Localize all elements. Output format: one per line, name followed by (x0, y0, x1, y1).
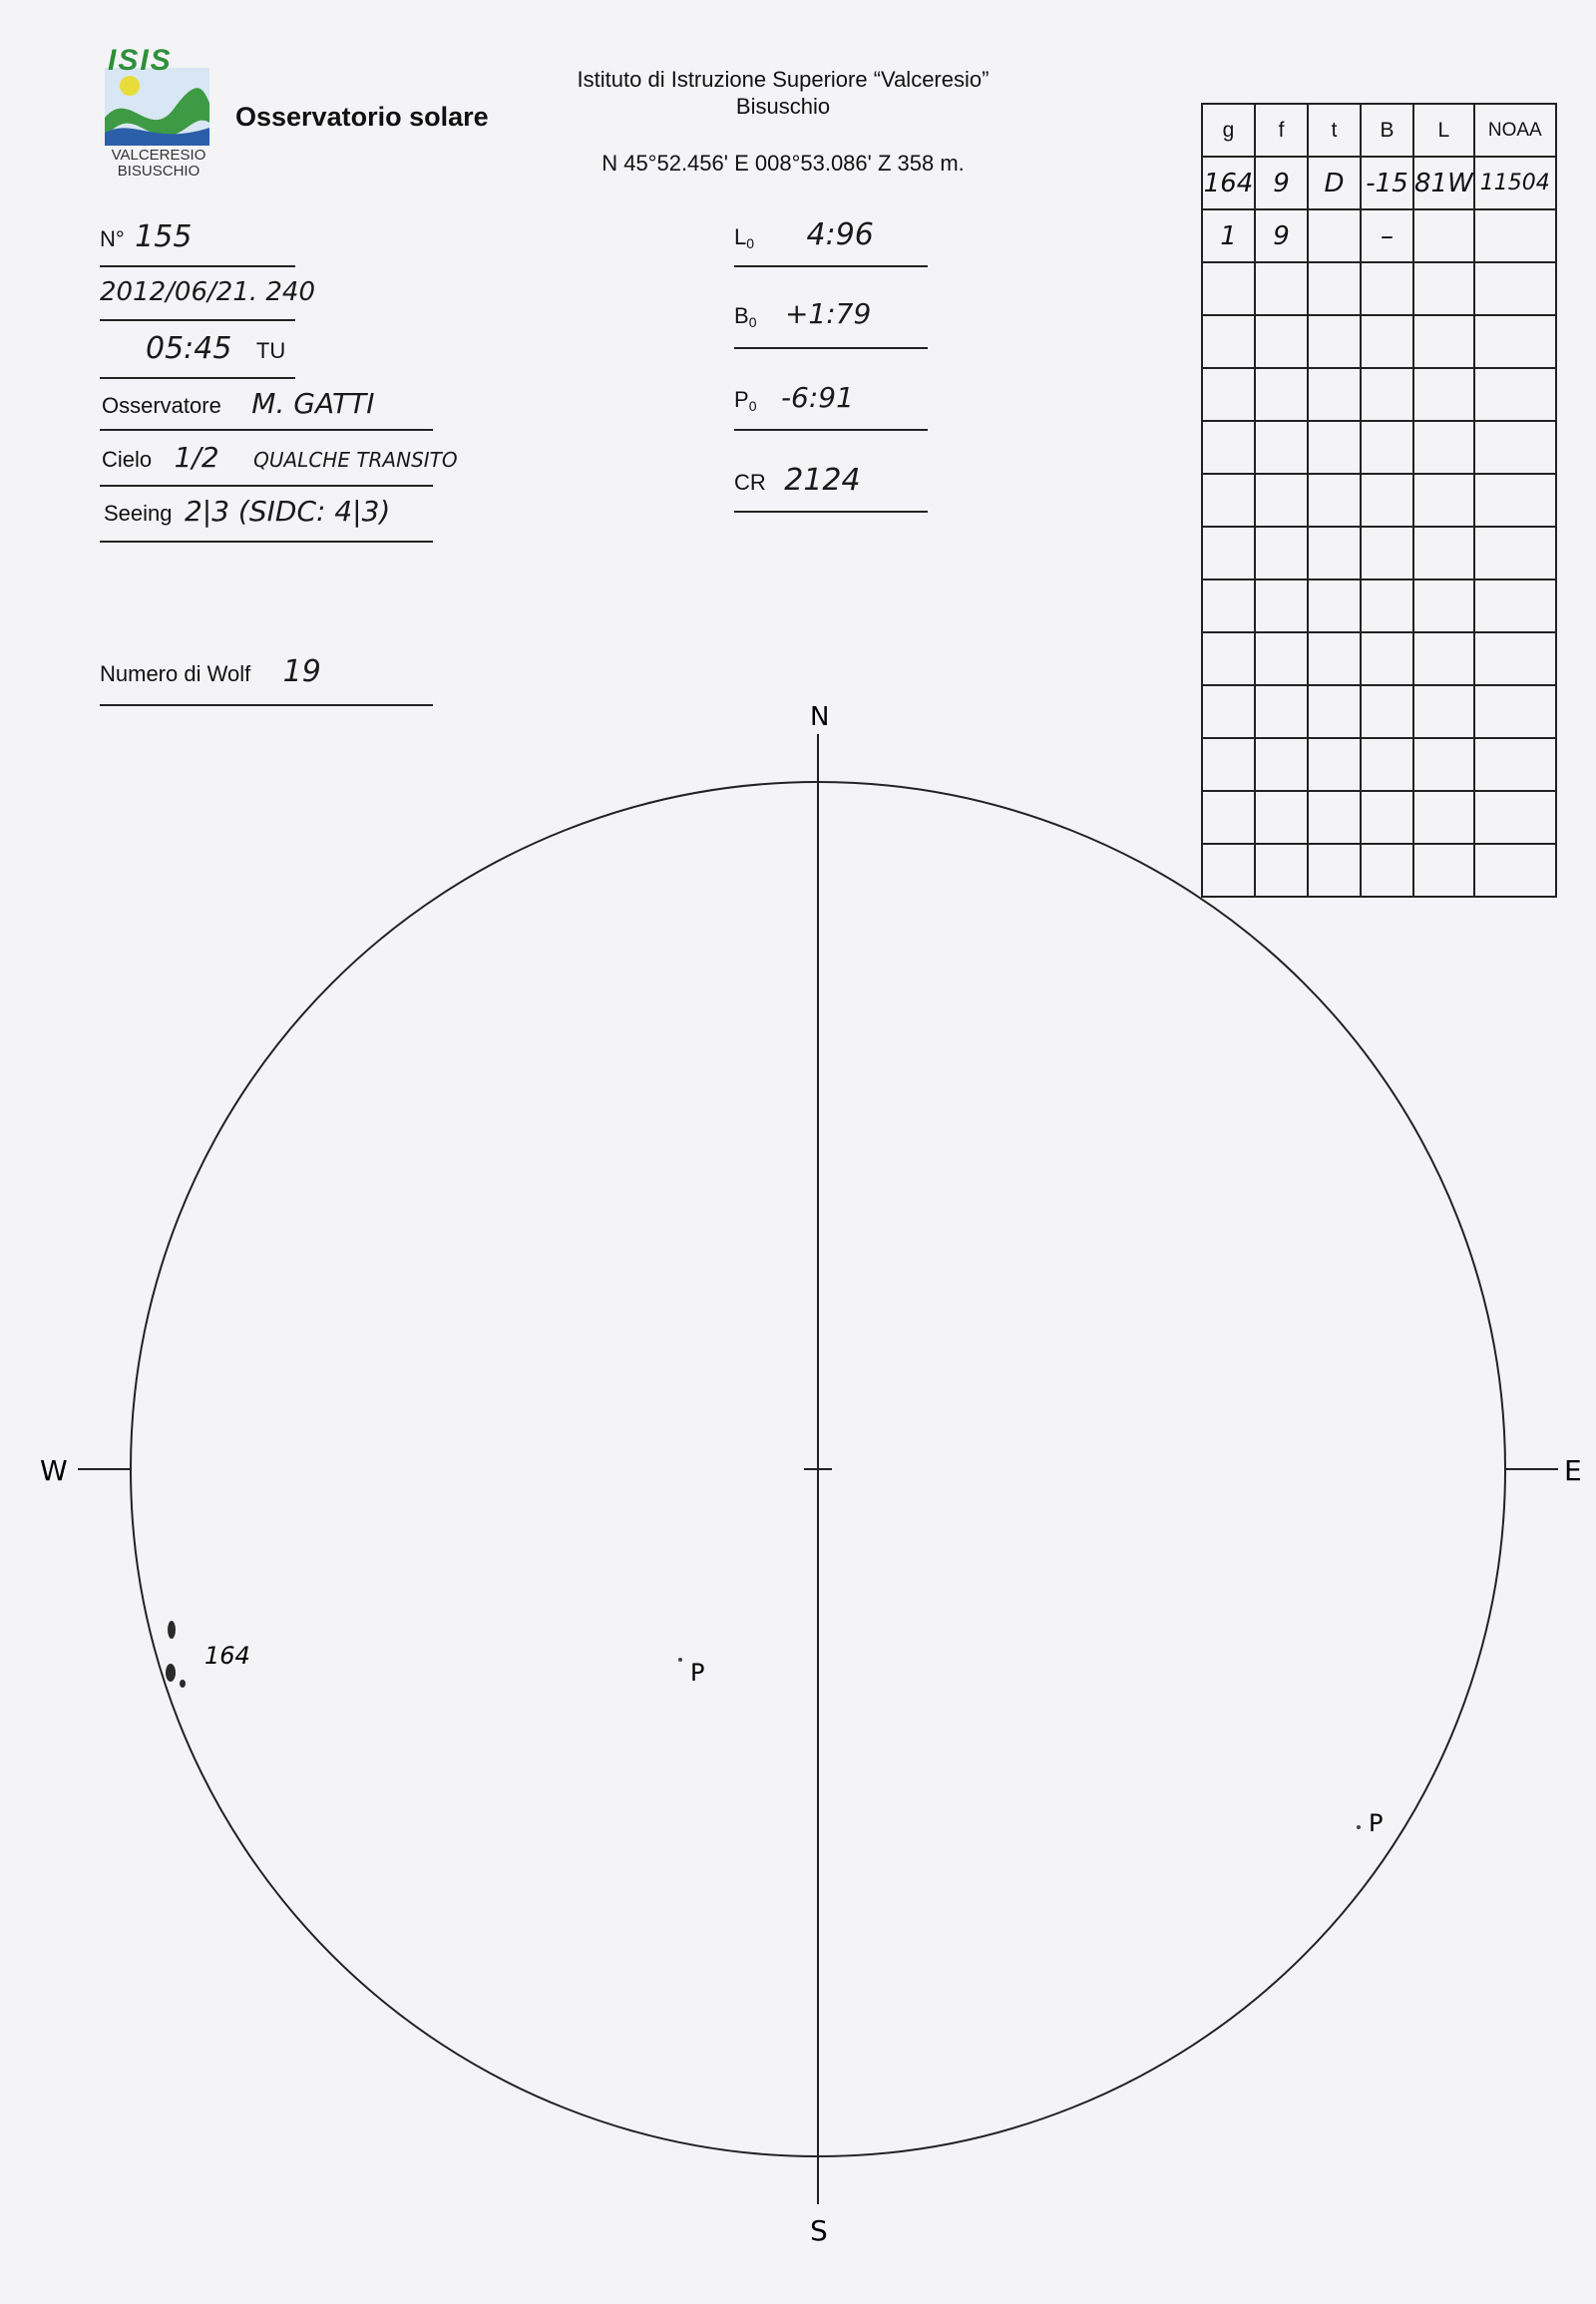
sky-value: 1/2 (174, 441, 219, 474)
table-cell[interactable]: D (1308, 157, 1361, 209)
table-header-cell: NOAA (1474, 104, 1556, 157)
sunspot-group-label: 164 (204, 1642, 250, 1670)
table-cell[interactable]: 81W (1413, 157, 1474, 209)
east-label: E (1564, 1454, 1582, 1487)
time-unit: TU (255, 338, 286, 363)
logo-caption-line-1: VALCERESIO (111, 147, 206, 164)
sky-label: Cielo (102, 447, 153, 472)
facula-dot (1357, 1825, 1361, 1829)
sky-note: QUALCHE TRANSITO (253, 448, 458, 472)
facula-dot (678, 1658, 682, 1662)
table-cell[interactable]: 11504 (1474, 157, 1556, 209)
seeing-value: 2|3 (SIDC: 4|3) (184, 495, 391, 528)
logo-wordmark: ISIS (108, 44, 173, 77)
date-value: 2012/06/21. 240 (100, 277, 316, 307)
b0-value: +1:79 (784, 297, 872, 330)
table-cell[interactable]: -15 (1361, 157, 1413, 209)
table-cell[interactable]: 9 (1255, 157, 1308, 209)
cr-value: 2124 (784, 463, 861, 498)
table-header-cell: B (1361, 104, 1413, 157)
cr-label: CR (734, 470, 766, 495)
facula-label: P (1369, 1809, 1384, 1837)
l0-label: L (734, 224, 747, 249)
wolf-label: Numero di Wolf (100, 661, 251, 686)
institute-name: Istituto di Istruzione Superiore “Valceresio” (577, 67, 990, 92)
table-cell[interactable]: 164 (1202, 157, 1255, 209)
table-cell[interactable]: 9 (1255, 209, 1308, 262)
table-header-cell: L (1413, 104, 1474, 157)
west-label: W (40, 1454, 68, 1487)
table-header-cell: g (1202, 104, 1255, 157)
b0-label: B (734, 303, 749, 328)
p0-subscript: 0 (748, 398, 757, 415)
b0-subscript: 0 (748, 314, 757, 331)
time-value: 05:45 (146, 331, 232, 366)
sunspot (168, 1621, 176, 1639)
south-label: S (810, 2214, 828, 2247)
observatory-title: Osservatorio solare (235, 102, 489, 132)
sunspot (166, 1664, 176, 1682)
p0-label: P (734, 387, 749, 412)
number-value: 155 (135, 219, 193, 254)
observer-label: Osservatore (102, 393, 221, 418)
l0-value: 4:96 (806, 217, 874, 252)
logo-caption-line-2: BISUSCHIO (117, 163, 200, 180)
wolf-value: 19 (282, 654, 321, 689)
table-header-cell: f (1255, 104, 1308, 157)
l0-subscript: 0 (746, 235, 755, 252)
north-label: N (810, 702, 830, 732)
site-coordinates: N 45°52.456' E 008°53.086' Z 358 m. (601, 151, 965, 176)
sunspot (180, 1680, 186, 1688)
institute-town: Bisuschio (735, 94, 831, 119)
seeing-label: Seeing (104, 501, 173, 526)
observer-value: M. GATTI (251, 387, 375, 420)
number-label: N° (100, 226, 125, 251)
table-cell[interactable]: 1 (1202, 209, 1255, 262)
facula-label: P (690, 1659, 705, 1687)
table-header-cell: t (1308, 104, 1361, 157)
p0-value: -6:91 (780, 381, 854, 414)
table-cell[interactable]: – (1361, 209, 1413, 262)
